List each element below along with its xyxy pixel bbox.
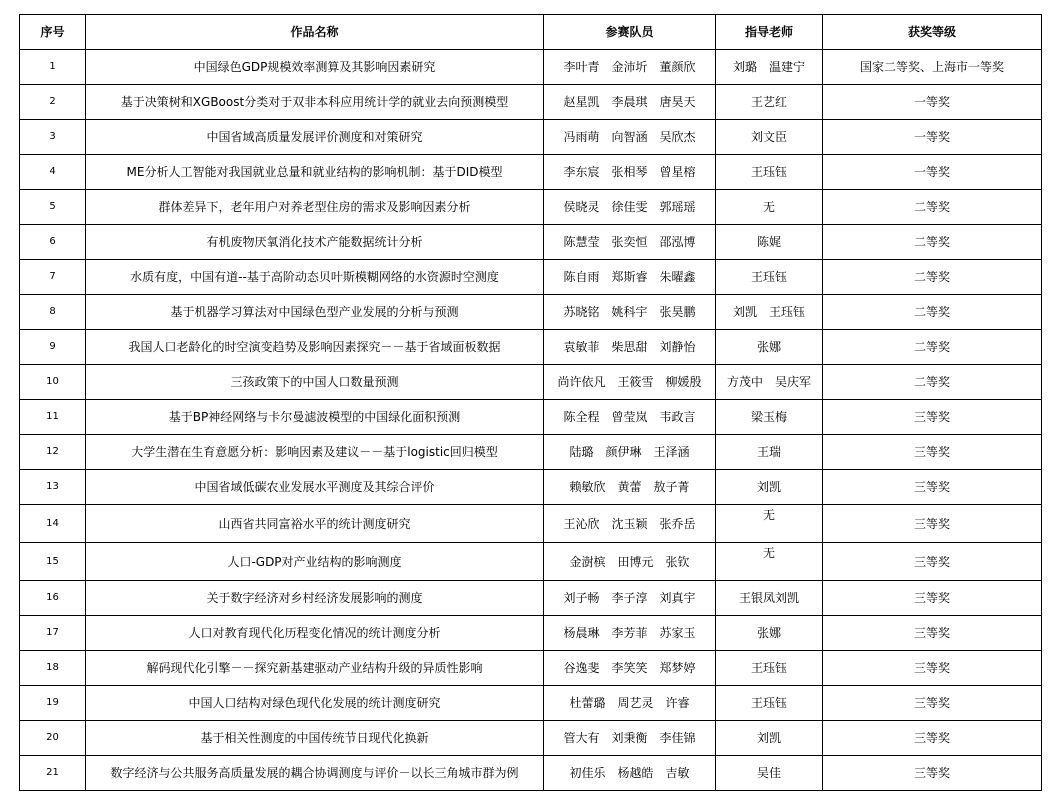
header-index: 序号 (20, 15, 86, 50)
row-index: 2 (20, 85, 86, 120)
team-member: 刘子畅 (563, 591, 600, 605)
team-member: 张相琴 (611, 165, 648, 179)
team-member: 张钦 (665, 554, 690, 569)
row-index: 11 (20, 400, 86, 435)
table-row (20, 260, 1042, 295)
team-member: 苏家玉 (659, 626, 696, 640)
project-title: 中国省域高质量发展评价测度和对策研究 (86, 120, 544, 155)
table-row (20, 470, 1042, 505)
advisor-name: 刘凯 (756, 731, 781, 745)
advisor-name: 王珏钰 (750, 270, 787, 284)
row-index: 10 (20, 365, 86, 400)
advisor-name: 王珏钰 (750, 165, 787, 179)
project-title: 三孩政策下的中国人口数量预测 (86, 365, 544, 400)
advisors (716, 616, 823, 651)
team-member: 赖敏欣 (569, 480, 606, 494)
team-member: 郑梦婷 (659, 661, 696, 675)
project-title: 我国人口老龄化的时空演变趋势及影响因素探究－－基于省域面板数据 (86, 330, 544, 365)
table-row (20, 505, 1042, 543)
table-row (20, 616, 1042, 651)
project-title: 基于BP神经网络与卡尔曼滤波模型的中国绿化面积预测 (86, 400, 544, 435)
team-member: 吴欣杰 (659, 130, 696, 144)
header-award: 获奖等级 (823, 15, 1042, 50)
table-row (20, 365, 1042, 400)
project-title: 人口对教育现代化历程变化情况的统计测度分析 (86, 616, 544, 651)
award-level: 二等奖 (823, 225, 1042, 260)
header-row (20, 15, 1042, 50)
award-level: 二等奖 (823, 190, 1042, 225)
advisor-name: 方茂中 (726, 375, 763, 389)
row-index: 20 (20, 721, 86, 756)
row-index: 6 (20, 225, 86, 260)
advisor-name: 张娜 (756, 626, 781, 640)
team-member: 金沛圻 (611, 60, 648, 74)
advisors (716, 505, 823, 543)
advisors (716, 295, 823, 330)
team-member: 赵星凯 (563, 95, 600, 109)
award-level: 三等奖 (823, 581, 1042, 616)
advisors (716, 365, 823, 400)
team-member: 田博元 (617, 554, 654, 569)
advisors (716, 581, 823, 616)
table-row (20, 225, 1042, 260)
advisor-name: 吴庆军 (775, 375, 812, 389)
row-index: 15 (20, 543, 86, 581)
team-member: 郑斯睿 (611, 270, 648, 284)
advisors (716, 225, 823, 260)
project-title: 有机废物厌氧消化技术产能数据统计分析 (86, 225, 544, 260)
team-member: 邵泓博 (659, 235, 696, 249)
award-level: 二等奖 (823, 365, 1042, 400)
award-level: 三等奖 (823, 721, 1042, 756)
team-member: 张昊鹏 (659, 305, 696, 319)
team-members (544, 505, 716, 543)
team-member: 张奕恒 (611, 235, 648, 249)
advisors (716, 651, 823, 686)
team-member: 李晨琪 (611, 95, 648, 109)
advisors (716, 470, 823, 505)
team-members (544, 50, 716, 85)
advisor-name: 刘凯 (732, 305, 757, 319)
project-title: 中国省域低碳农业发展水平测度及其综合评价 (86, 470, 544, 505)
team-member: 张乔岳 (659, 516, 696, 531)
project-title: 中国绿色GDP规模效率测算及其影响因素研究 (86, 50, 544, 85)
team-member: 谷逸斐 (563, 661, 600, 675)
team-member: 李子淳 (611, 591, 648, 605)
team-member: 尚许依凡 (557, 375, 606, 389)
row-index: 21 (20, 756, 86, 791)
advisors (716, 721, 823, 756)
team-members (544, 756, 716, 791)
team-members (544, 330, 716, 365)
advisor-name: 梁玉梅 (750, 410, 787, 424)
team-member: 刘秉衡 (611, 731, 648, 745)
table-row (20, 120, 1042, 155)
team-member: 李佳锦 (659, 731, 696, 745)
row-index: 14 (20, 505, 86, 543)
team-member: 初佳乐 (569, 766, 606, 780)
team-members (544, 190, 716, 225)
row-index: 3 (20, 120, 86, 155)
advisor-name: 王珏钰 (769, 305, 806, 319)
advisors (716, 400, 823, 435)
table-row (20, 190, 1042, 225)
team-member: 杨晨琳 (563, 626, 600, 640)
award-level: 一等奖 (823, 155, 1042, 190)
project-title: 山西省共同富裕水平的统计测度研究 (86, 505, 544, 543)
advisor-name: 张娜 (756, 340, 781, 354)
row-index: 1 (20, 50, 86, 85)
team-members (544, 581, 716, 616)
award-level: 三等奖 (823, 686, 1042, 721)
table-body (20, 50, 1042, 791)
team-member: 徐佳雯 (611, 200, 648, 214)
team-member: 沈玉颖 (611, 516, 648, 531)
table-row (20, 330, 1042, 365)
team-members (544, 435, 716, 470)
team-member: 朱曜鑫 (659, 270, 696, 284)
award-level: 二等奖 (823, 295, 1042, 330)
table-row (20, 85, 1042, 120)
award-level: 三等奖 (823, 543, 1042, 581)
advisors (716, 543, 823, 581)
team-member: 李笑笑 (611, 661, 648, 675)
advisor-name: 王珏钰 (750, 696, 787, 710)
team-members (544, 400, 716, 435)
row-index: 4 (20, 155, 86, 190)
table-row (20, 756, 1042, 791)
row-index: 8 (20, 295, 86, 330)
team-member: 刘真宇 (659, 591, 696, 605)
project-title: 群体差异下，老年用户对养老型住房的需求及影响因素分析 (86, 190, 544, 225)
project-title: 水质有度，中国有道--基于高阶动态贝叶斯模糊网络的水资源时空测度 (86, 260, 544, 295)
advisors (716, 756, 823, 791)
team-member: 向智涵 (611, 130, 648, 144)
advisor-name: 无 (762, 546, 775, 560)
row-index: 19 (20, 686, 86, 721)
advisors (716, 330, 823, 365)
advisor-name: 刘璐 (732, 60, 757, 74)
advisor-name: 刘凯 (756, 480, 781, 494)
advisor-name: 王珏钰 (750, 661, 787, 675)
advisor-name: 无 (762, 200, 775, 214)
award-level: 一等奖 (823, 85, 1042, 120)
team-member: 杜蕾璐 (569, 696, 606, 710)
advisor-name: 王艺红 (750, 95, 787, 109)
award-level: 国家二等奖、上海市一等奖 (823, 50, 1042, 85)
team-members (544, 85, 716, 120)
table-row (20, 543, 1042, 581)
team-member: 王泽涵 (653, 445, 690, 459)
advisors (716, 190, 823, 225)
header-advisor: 指导老师 (716, 15, 823, 50)
project-title: 基于机器学习算法对中国绿色型产业发展的分析与预测 (86, 295, 544, 330)
team-member: 陈慧莹 (563, 235, 600, 249)
team-members (544, 651, 716, 686)
award-level: 三等奖 (823, 505, 1042, 543)
advisor-name: 王瑞 (756, 445, 781, 459)
row-index: 18 (20, 651, 86, 686)
team-member: 曾星榕 (659, 165, 696, 179)
project-title: 数字经济与公共服务高质量发展的耦合协调测度与评价－以长三角城市群为例 (86, 756, 544, 791)
award-level: 三等奖 (823, 400, 1042, 435)
team-member: 陈自雨 (563, 270, 600, 284)
team-members (544, 616, 716, 651)
team-member: 颜伊琳 (605, 445, 642, 459)
team-members (544, 295, 716, 330)
team-member: 金澍槟 (569, 554, 606, 569)
team-members (544, 721, 716, 756)
table-header (20, 15, 1042, 50)
award-level: 三等奖 (823, 756, 1042, 791)
team-member: 黄蕾 (617, 480, 642, 494)
award-level: 三等奖 (823, 651, 1042, 686)
advisor-name: 陈娓 (756, 235, 781, 249)
project-title: 基于相关性测度的中国传统节日现代化换新 (86, 721, 544, 756)
award-level: 三等奖 (823, 435, 1042, 470)
table-row (20, 651, 1042, 686)
project-title: 中国人口结构对绿色现代化发展的统计测度研究 (86, 686, 544, 721)
team-member: 侯晓灵 (563, 200, 600, 214)
team-member: 吉敏 (665, 766, 690, 780)
team-member: 管大有 (563, 731, 600, 745)
project-title: ME分析人工智能对我国就业总量和就业结构的影响机制：基于DID模型 (86, 155, 544, 190)
advisors (716, 50, 823, 85)
team-members (544, 225, 716, 260)
project-title: 大学生潜在生育意愿分析：影响因素及建议－－基于logistic回归模型 (86, 435, 544, 470)
row-index: 12 (20, 435, 86, 470)
team-member: 李东宸 (563, 165, 600, 179)
award-level: 三等奖 (823, 616, 1042, 651)
team-member: 陈全程 (563, 410, 600, 424)
team-member: 柳媛殷 (665, 375, 702, 389)
row-index: 17 (20, 616, 86, 651)
advisor-name: 王银凤刘凯 (738, 591, 799, 605)
project-title: 关于数字经济对乡村经济发展影响的测度 (86, 581, 544, 616)
row-index: 7 (20, 260, 86, 295)
row-index: 5 (20, 190, 86, 225)
team-member: 姚科宇 (611, 305, 648, 319)
advisor-name: 刘文臣 (750, 130, 787, 144)
table-row (20, 295, 1042, 330)
award-level: 三等奖 (823, 470, 1042, 505)
table-row (20, 686, 1042, 721)
team-members (544, 365, 716, 400)
award-level: 一等奖 (823, 120, 1042, 155)
team-member: 王沁欣 (563, 516, 600, 531)
header-title: 作品名称 (86, 15, 544, 50)
advisor-name: 无 (762, 508, 775, 522)
project-title: 人口-GDP对产业结构的影响测度 (86, 543, 544, 581)
team-member: 敖子菁 (653, 480, 690, 494)
advisors (716, 260, 823, 295)
advisors (716, 686, 823, 721)
project-title: 基于决策树和XGBoost分类对于双非本科应用统计学的就业去向预测模型 (86, 85, 544, 120)
table-row (20, 435, 1042, 470)
team-member: 苏晓铭 (563, 305, 600, 319)
team-member: 曾莹岚 (611, 410, 648, 424)
project-title: 解码现代化引擎－－探究新基建驱动产业结构升级的异质性影响 (86, 651, 544, 686)
team-member: 冯雨萌 (563, 130, 600, 144)
awards-table (19, 14, 1042, 791)
team-member: 李叶青 (563, 60, 600, 74)
team-members (544, 155, 716, 190)
team-member: 周艺灵 (617, 696, 654, 710)
team-member: 陆璐 (569, 445, 594, 459)
table-row (20, 155, 1042, 190)
team-members (544, 686, 716, 721)
team-member: 王筱雪 (617, 375, 654, 389)
row-index: 13 (20, 470, 86, 505)
team-members (544, 543, 716, 581)
team-member: 袁敏菲 (563, 340, 600, 354)
team-member: 郭瑶瑶 (659, 200, 696, 214)
table-row (20, 50, 1042, 85)
team-members (544, 120, 716, 155)
row-index: 9 (20, 330, 86, 365)
award-level: 二等奖 (823, 260, 1042, 295)
table-row (20, 581, 1042, 616)
table-row (20, 721, 1042, 756)
team-member: 刘静怡 (659, 340, 696, 354)
award-level: 二等奖 (823, 330, 1042, 365)
team-members (544, 470, 716, 505)
advisors (716, 85, 823, 120)
team-member: 韦政言 (659, 410, 696, 424)
header-team: 参赛队员 (544, 15, 716, 50)
table-row (20, 400, 1042, 435)
row-index: 16 (20, 581, 86, 616)
team-member: 唐昊天 (659, 95, 696, 109)
advisor-name: 吴佳 (756, 766, 781, 780)
team-member: 许睿 (665, 696, 690, 710)
advisors (716, 120, 823, 155)
advisors (716, 435, 823, 470)
team-members (544, 260, 716, 295)
team-member: 柴思甜 (611, 340, 648, 354)
advisor-name: 温建宁 (769, 60, 806, 74)
team-member: 李芳菲 (611, 626, 648, 640)
team-member: 董颜欣 (659, 60, 696, 74)
advisors (716, 155, 823, 190)
team-member: 杨越皓 (617, 766, 654, 780)
